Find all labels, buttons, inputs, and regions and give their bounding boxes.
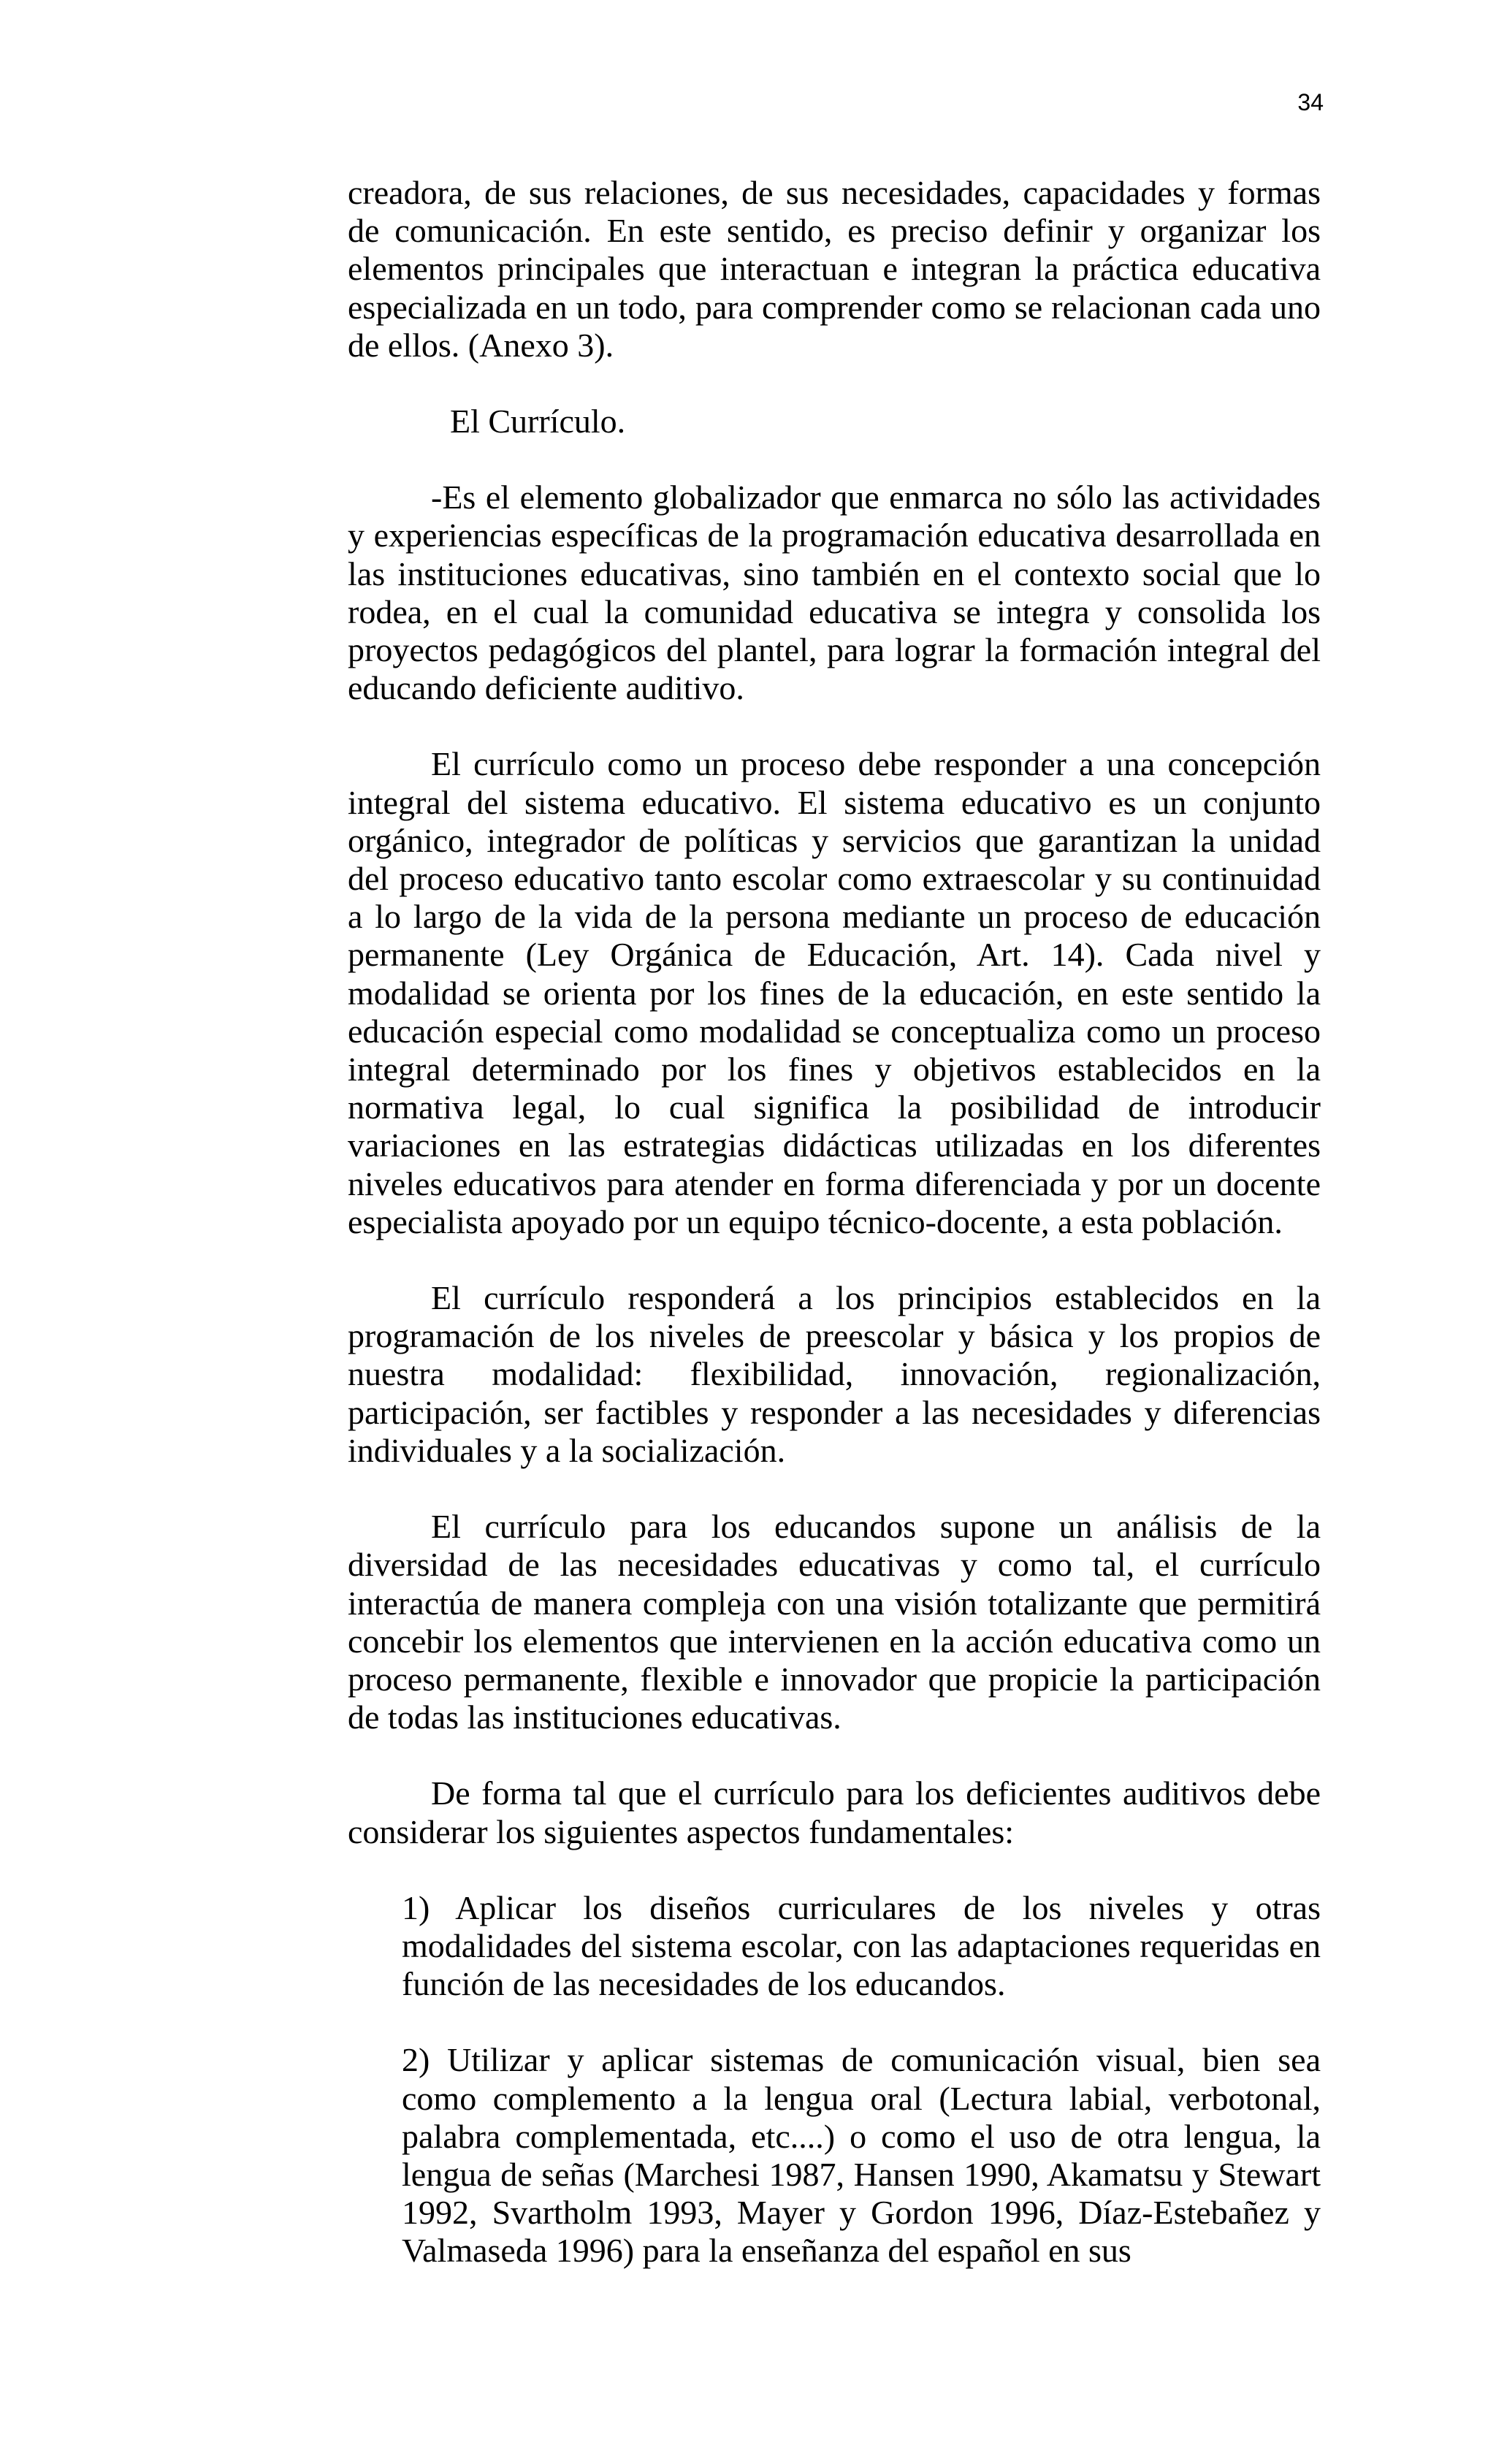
document-body: [348, 174, 1321, 2270]
page-number: 34: [1297, 89, 1324, 115]
paragraph-curriculum-principles: El currículo responderá a los principios establecidos en la programación de los niveles de preescolar y básica y los propios de nuestra modalidad: flexibilidad, innovación, regionalización, participación, ser factibles y responder a las necesidades y diferencias individuales y a la socialización.: [348, 1279, 1321, 1469]
list-item: 2) Utilizar y aplicar sistemas de comunicación visual, bien sea como complemento a la lengua oral (Lectura labial, verbotonal, palabra complementada, etc....) o como el uso de otra lengua, la lengua de señas (Marchesi 1987, Hansen 1990, Akamatsu y Stewart 1992, Svartholm 1993, Mayer y Gordon 1996, Díaz-Estebañez y Valmaseda 1996) para la enseñanza del español en sus: [402, 2041, 1321, 2270]
paragraph-definition: -Es el elemento globalizador que enmarca no sólo las actividades y experiencias específicas de la programación educativa desarrollada en las instituciones educativas, sino también en el contexto social que lo rodea, en el cual la comunidad educativa se integra y consolida los proyectos pedagógicos del plantel, para lograr la formación integral del educando deficiente auditivo.: [348, 478, 1321, 707]
section-heading: El Currículo.: [450, 403, 626, 440]
paragraph-list-intro: De forma tal que el currículo para los deficientes auditivos debe considerar los siguientes aspectos fundamentales:: [348, 1774, 1321, 1850]
paragraph-curriculum-diversity: El currículo para los educandos supone un análisis de la diversidad de las necesidades educativas y como tal, el currículo interactúa de manera compleja con una visión totalizante que permitirá concebir los elementos que intervienen en la acción educativa como un proceso permanente, flexible e innovador que propicie la participación de todas las instituciones educativas.: [348, 1508, 1321, 1736]
list-item: 1) Aplicar los diseños curriculares de los niveles y otras modalidades del sistema escolar, con las adaptaciones requeridas en función de las necesidades de los educandos.: [402, 1888, 1321, 2003]
paragraph-curriculum-process: El currículo como un proceso debe responder a una concepción integral del sistema educativo. El sistema educativo es un conjunto orgánico, integrador de políticas y servicios que garantizan la unidad del proceso educativo tanto escolar como extraescolar y su continuidad a lo largo de la vida de la persona mediante un proceso de educación permanente (Ley Orgánica de Educación, Art. 14). Cada nivel y modalidad se orienta por los fines de la educación, en este sentido la educación especial como modalidad se conceptualiza como un proceso integral determinado por los fines y objetivos establecidos en la normativa legal, lo cual significa la posibilidad de introducir variaciones en las estrategias didácticas utilizadas en los diferentes niveles educativos para atender en forma diferenciada y por un docente especialista apoyado por un equipo técnico-docente, a esta población.: [348, 745, 1321, 1240]
paragraph-continuation: creadora, de sus relaciones, de sus necesidades, capacidades y formas de comunicación. En este sentido, es preciso definir y organizar los elementos principales que interactuan e integran la práctica educativa especializada en un todo, para comprender como se relacionan cada uno de ellos. (Anexo 3).: [348, 174, 1321, 364]
